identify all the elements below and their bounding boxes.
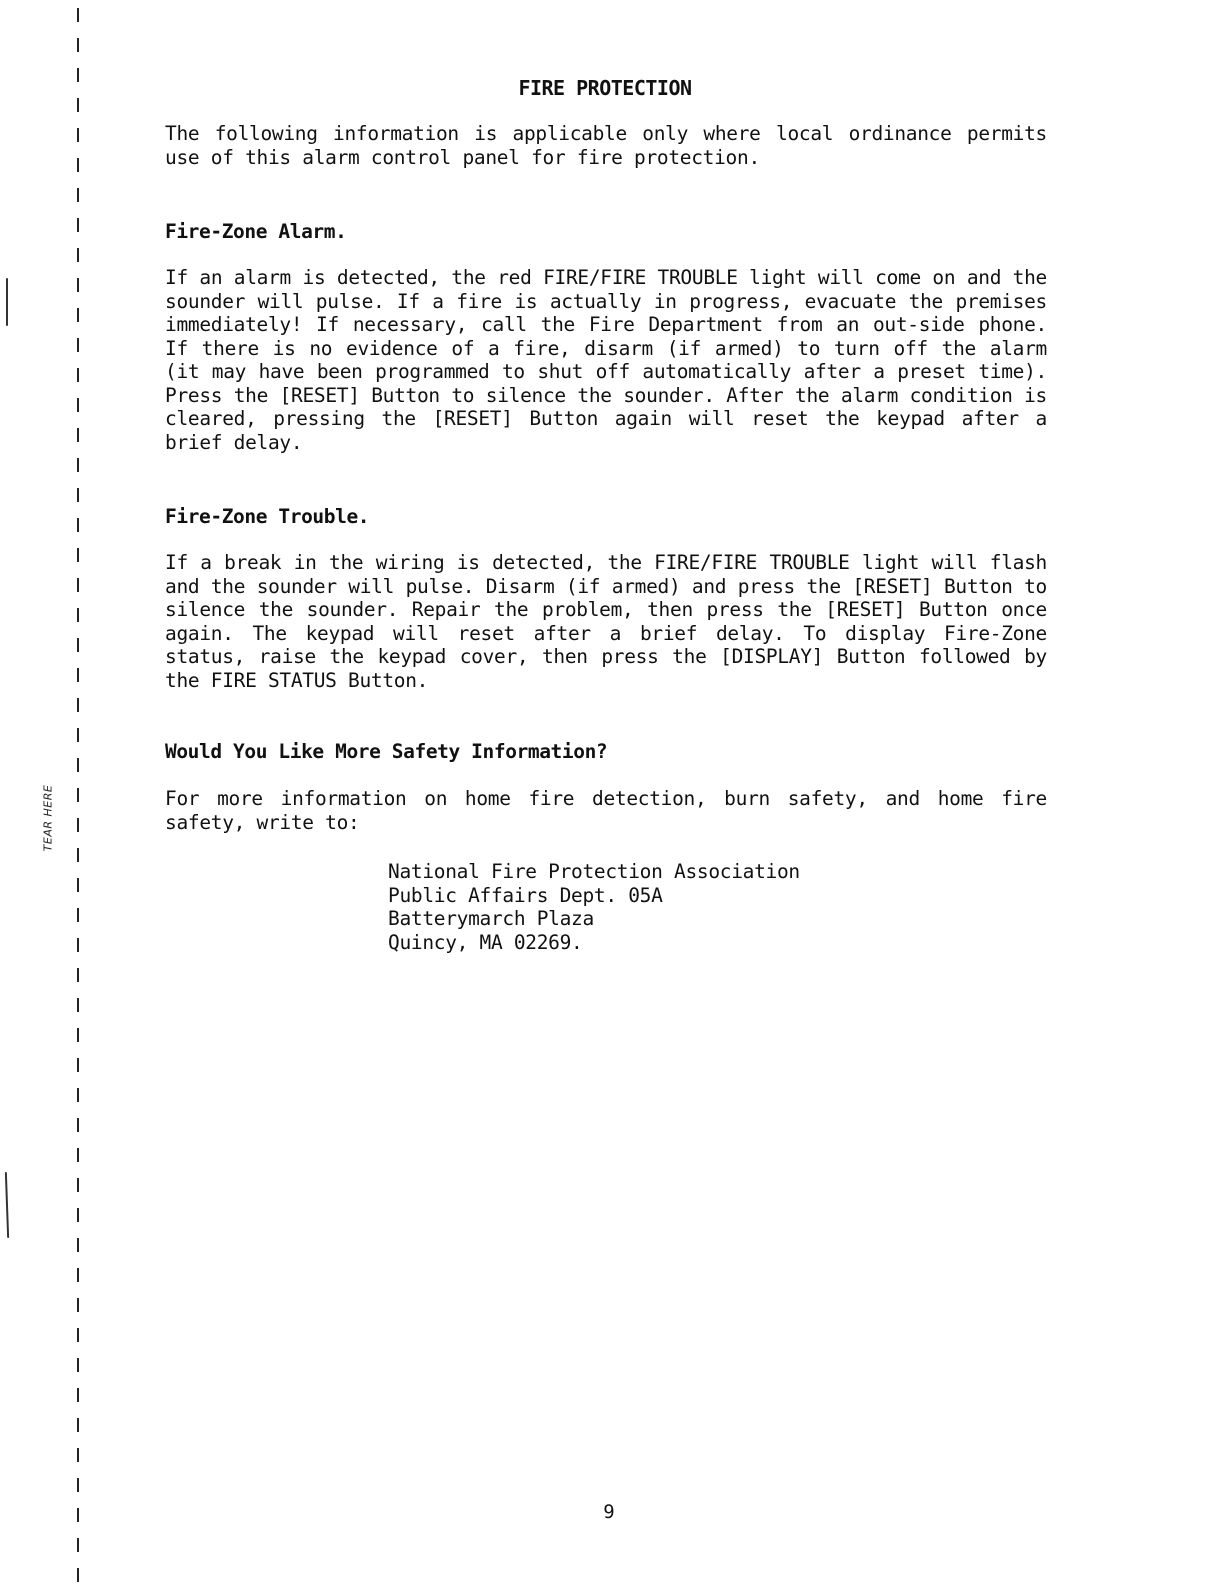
fire-zone-alarm-paragraph: If an alarm is detected, the red FIRE/FIRE TROUBLE light will come on and the sounder will pulse. If a fire is actually in progress, evacuate the premises immediately! If necessary, call the Fire Department from an out-side phone. If there is no evidence of a fire, disarm (if armed) to turn off the alarm (it may have been programmed to shut off automatically after a preset time). Press the [RESET] Button to silence the sounder. After the alarm condition is cleared, pressing the [RESET] Button again will reset the keypad after a brief delay.: [165, 266, 1047, 454]
address-line: National Fire Protection Association: [388, 860, 800, 883]
safety-info-heading: Would You Like More Safety Information?: [165, 740, 608, 763]
address-line: Public Affairs Dept. 05A: [388, 883, 663, 907]
page-number: 9: [603, 1501, 615, 1523]
mailing-address: [388, 860, 800, 954]
intro-paragraph: The following information is applicable only where local ordinance permits use of this alarm control panel for fire protection.: [165, 122, 1047, 169]
margin-scan-mark: [5, 1172, 9, 1238]
tear-here-label: TEAR HERE: [41, 784, 55, 852]
address-line: Batterymarch Plaza: [388, 907, 594, 930]
fire-zone-trouble-paragraph: If a break in the wiring is detected, the FIRE/FIRE TROUBLE light will flash and the sounder will pulse. Disarm (if armed) and press the [RESET] Button to silence the sounder. Repair the problem, then press the [RESET] Button once again. The keypad will reset after a brief delay. To display Fire-Zone status, raise the keypad cover, then press the [DISPLAY] Button followed by the FIRE STATUS Button.: [165, 551, 1047, 692]
page-title: FIRE PROTECTION: [518, 76, 692, 100]
safety-info-paragraph: For more information on home fire detection, burn safety, and home fire safety, write to:: [165, 787, 1047, 834]
fire-zone-trouble-heading: Fire-Zone Trouble.: [165, 505, 370, 528]
fire-zone-alarm-heading: Fire-Zone Alarm.: [165, 220, 347, 243]
margin-scan-mark: [6, 278, 8, 326]
address-line: Quincy, MA 02269.: [388, 930, 583, 954]
tear-perforation-line: [77, 8, 79, 1590]
